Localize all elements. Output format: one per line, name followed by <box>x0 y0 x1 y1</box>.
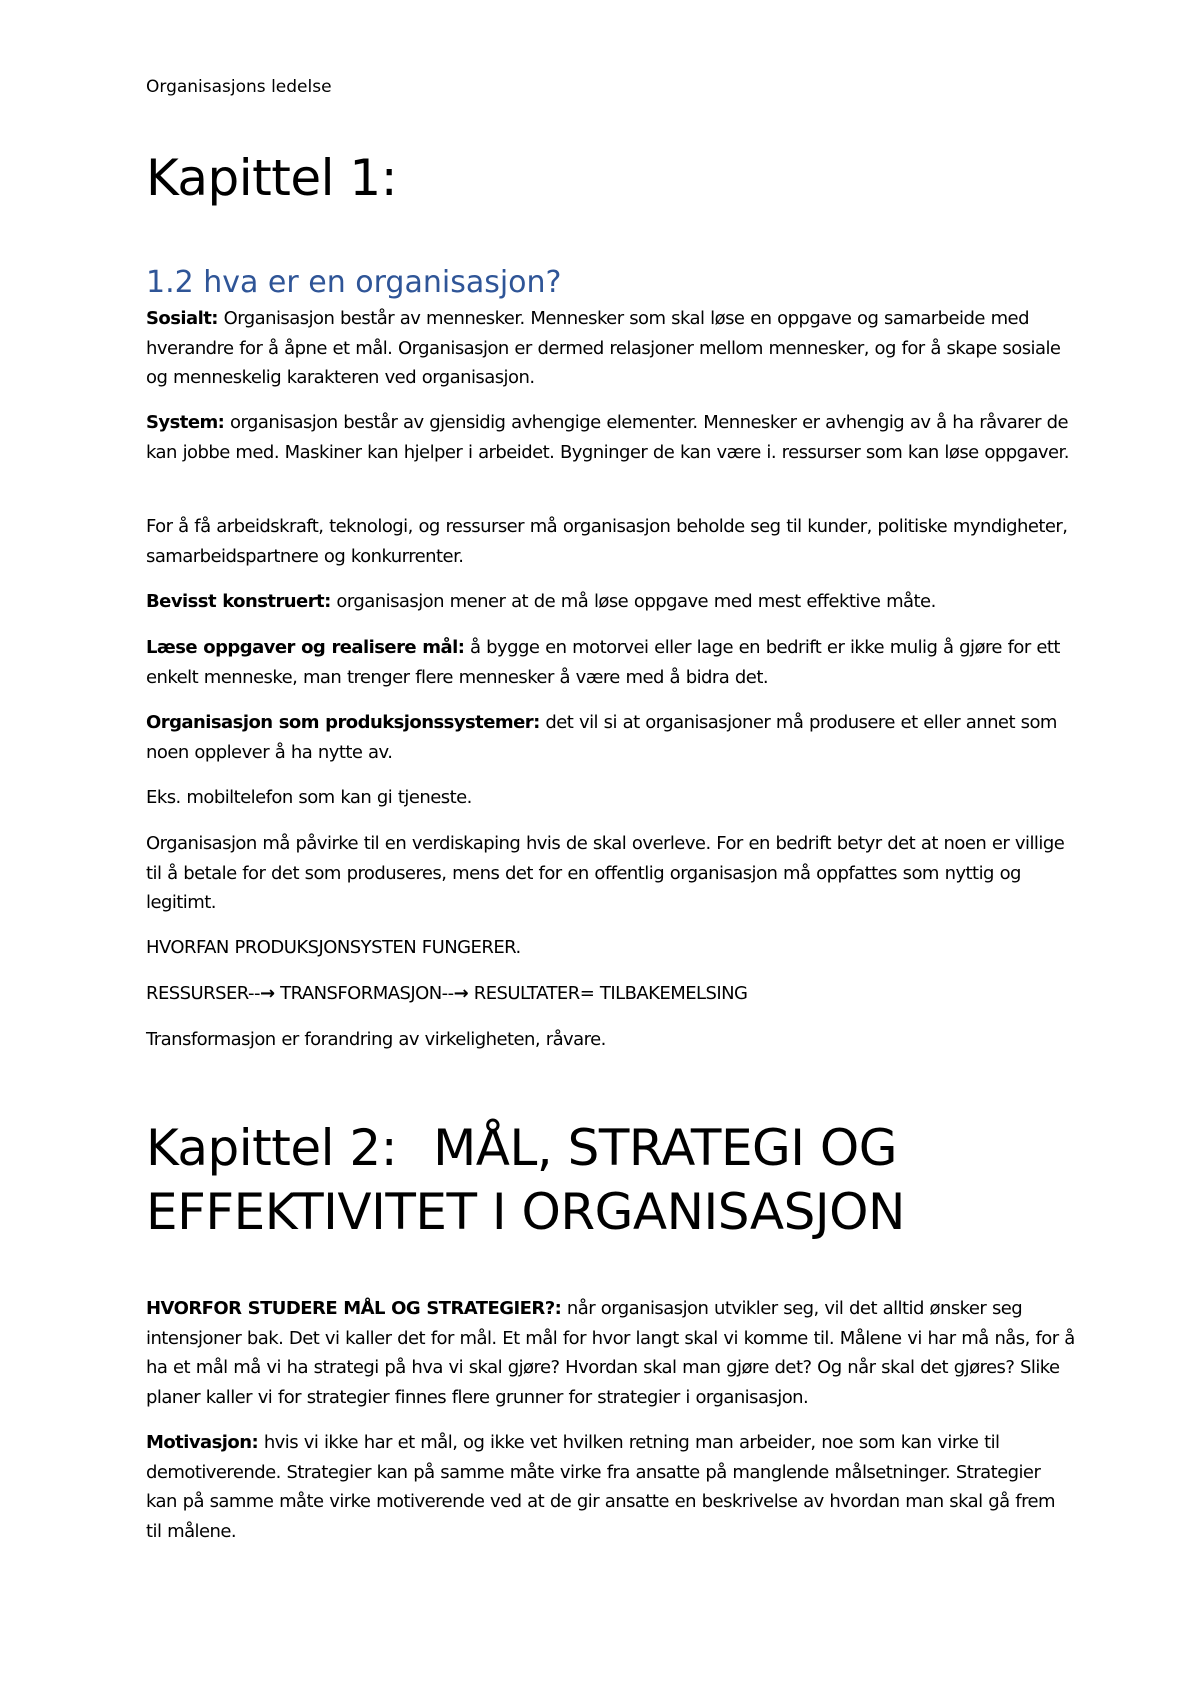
paragraph-text: å bygge en motorvei eller lage en bedrift er ikke mulig å gjøre for ett enkelt menneske, man trenger flere mennesker å være med å bidra det. <box>146 637 1060 688</box>
paragraph-text: organisasjon mener at de må løse oppgave med mest effektive måte. <box>330 591 936 612</box>
paragraph-text: organisasjon består av gjensidig avhengige elementer. Mennesker er avhengig av å ha råvarer de kan jobbe med. Maskiner kan hjelper i arbeidet. Bygninger de kan være i. ressurser som kan løse oppgaver. <box>146 412 1069 463</box>
chapter-2-prefix: Kapittel 2: <box>146 1119 398 1177</box>
paragraph-label: Læse oppgaver og realisere mål: <box>146 637 465 658</box>
paragraph-eksempel: Eks. mobiltelefon som kan gi tjeneste. <box>146 787 472 808</box>
flow-transformasjon: TRANSFORMASJON-- <box>274 983 454 1004</box>
chapter-2-title <box>146 1116 905 1244</box>
paragraph-hvorfan: HVORFAN PRODUKSJONSYSTEN FUNGERER. <box>146 937 521 958</box>
chapter-2-title-line-2: EFFEKTIVITET I ORGANISASJON <box>146 1183 905 1241</box>
paragraph-arbeidskraft: For å få arbeidskraft, teknologi, og ressurser må organisasjon beholde seg til kunder, politiske myndigheter, samarbeidspartnere og konkurrenter. <box>146 516 1068 567</box>
flow-resultater: RESULTATER= TILBAKEMELSING <box>468 983 748 1004</box>
paragraph-produksjonssystemer <box>146 708 1076 767</box>
paragraph-label: HVORFOR STUDERE MÅL OG STRATEGIER?: <box>146 1298 562 1319</box>
paragraph-bevisst-konstruert <box>146 587 1076 617</box>
running-header: Organisasjons ledelse <box>146 77 332 97</box>
paragraph-text: det vil si at organisasjoner må produsere et eller annet som noen opplever å ha nytte av. <box>146 712 1057 763</box>
paragraph-motivasjon <box>146 1428 1076 1546</box>
flow-ressurser: RESSURSER-- <box>146 983 260 1004</box>
paragraph-transformasjon: Transformasjon er forandring av virkeligheten, råvare. <box>146 1029 606 1050</box>
right-arrow-icon: → <box>259 983 275 1004</box>
section-title: 1.2 hva er en organisasjon? <box>146 265 562 300</box>
paragraph-label: Sosialt: <box>146 308 218 329</box>
paragraph-label: Bevisst konstruert: <box>146 591 331 612</box>
paragraph-label: Motivasjon: <box>146 1432 259 1453</box>
paragraph-verdiskaping: Organisasjon må påvirke til en verdiskaping hvis de skal overleve. For en bedrift betyr det at noen er villige til å betale for det som produseres, mens det for en offentlig organisasjon må oppfattes som nyttig og legitimt. <box>146 833 1065 913</box>
document-page <box>146 0 1076 1698</box>
chapter-1-title: Kapittel 1: <box>146 149 398 207</box>
paragraph-text: Organisasjon består av mennesker. Mennesker som skal løse en oppgave og samarbeide med hverandre for å åpne et mål. Organisasjon er dermed relasjoner mellom mennesker, og for å skape sosiale og menneskelig karakteren ved organisasjon. <box>146 308 1061 388</box>
chapter-2-title-line-1: MÅL, STRATEGI OG <box>433 1119 898 1177</box>
paragraph-laese-oppgaver <box>146 633 1076 692</box>
paragraph-hvorfor-studere <box>146 1294 1076 1412</box>
paragraph-label: Organisasjon som produksjonssystemer: <box>146 712 540 733</box>
right-arrow-icon: → <box>453 983 469 1004</box>
paragraph-text: hvis vi ikke har et mål, og ikke vet hvilken retning man arbeider, noe som kan virke til demotiverende. Strategier kan på samme måte virke fra ansatte på manglende målsetninger. Strategier kan på samme måte virke motiverende ved at de gir ansatte en beskrivelse av hvordan man skal gå frem til målene. <box>146 1432 1056 1542</box>
paragraph-label: System: <box>146 412 225 433</box>
paragraph-text: når organisasjon utvikler seg, vil det alltid ønsker seg intensjoner bak. Det vi kaller det for mål. Et mål for hvor langt skal vi komme til. Målene vi har må nås, for å ha et mål må vi ha strategi på hva vi skal gjøre? Hvordan skal man gjøre det? Og når skal det gjøres? Slike planer kaller vi for strategier finnes flere grunner for strategier i organisasjon. <box>146 1298 1075 1408</box>
paragraph-flow <box>146 979 1076 1009</box>
paragraph-sosialt <box>146 304 1076 393</box>
paragraph-system <box>146 408 1076 467</box>
